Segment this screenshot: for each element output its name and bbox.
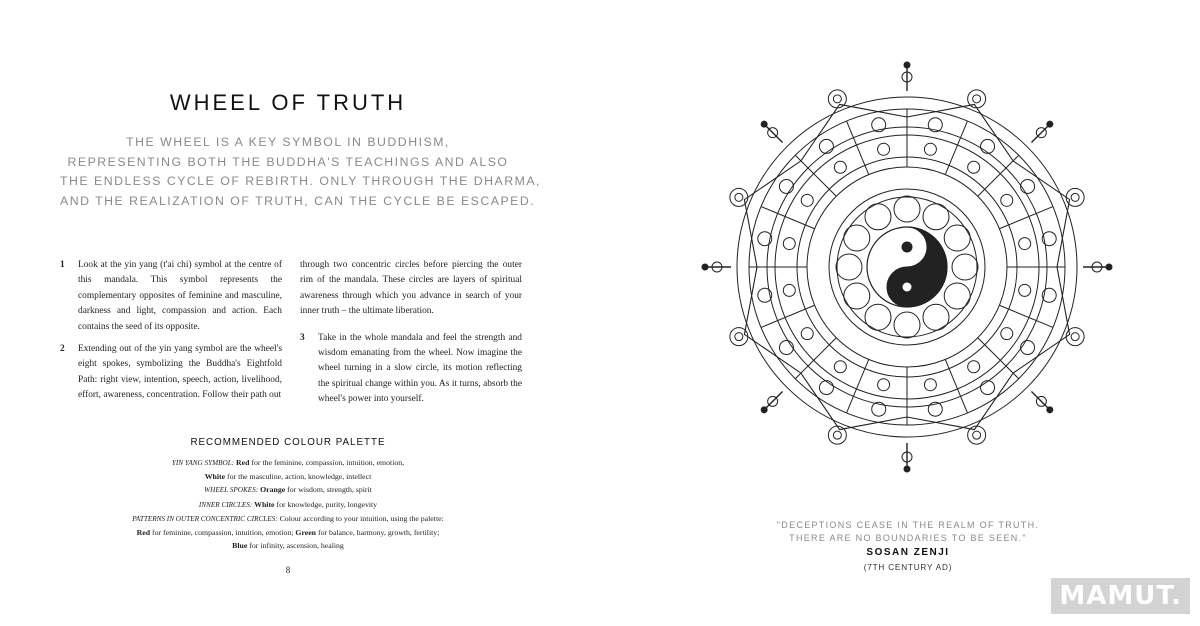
- page-number: 8: [285, 565, 291, 575]
- mandala-inner-circle: [865, 304, 891, 330]
- palette-line: [60, 526, 516, 539]
- palette-text: Colour according to your intuition, using the palette:: [279, 513, 444, 523]
- mandala-flower-center: [973, 95, 981, 103]
- palette-colour: Green: [295, 528, 317, 538]
- palette-label: INNER CIRCLES:: [198, 500, 253, 509]
- mandala-finial-tip: [702, 264, 708, 270]
- mandala-illustration: [695, 55, 1119, 479]
- step-text: Take in the whole mandala and feel the strength and wisdom emanating from the wheel. Now imagine the wheel turning in a slow circle, its motion reflecting the spiritual change within you. As it turns, absorb the wheel's power into yourself.: [318, 332, 522, 405]
- mandala-finial-tip: [1106, 264, 1112, 270]
- mandala-ornament: [924, 143, 936, 155]
- mandala-inner-circle: [923, 204, 949, 230]
- mandala-flower-center: [735, 333, 743, 341]
- mandala-ornament: [783, 284, 795, 296]
- mandala-inner-circle: [844, 225, 870, 251]
- mandala-ornament: [779, 341, 793, 355]
- palette-label: PATTERNS IN OUTER CONCENTRIC CIRCLES:: [132, 514, 278, 523]
- mandala-ornament: [968, 161, 980, 173]
- yin-yang-dot: [902, 242, 912, 252]
- instructions-column-2: [300, 258, 522, 415]
- palette-text: for feminine, compassion, intuition, emotion;: [152, 528, 294, 538]
- mandala-flower-center: [1071, 333, 1079, 341]
- step-number: 2: [60, 344, 65, 355]
- mandala-inner-circle: [894, 312, 920, 338]
- mandala-finial-tip: [904, 62, 910, 68]
- watermark-logo: MAMUT.: [1051, 578, 1190, 614]
- mandala-finial-tip: [761, 407, 767, 413]
- mandala-ornament: [783, 238, 795, 250]
- mandala-ornament: [1021, 179, 1035, 193]
- mandala-flower-center: [833, 431, 841, 439]
- palette-text: for the masculine, action, knowledge, intellect: [227, 472, 372, 482]
- mandala-finial-tip: [1047, 121, 1053, 127]
- palette-label: WHEEL SPOKES:: [204, 486, 259, 495]
- mandala-inner-circle: [836, 254, 862, 280]
- mandala-ornament: [1019, 238, 1031, 250]
- palette-text: for balance, harmony, growth, fertility;: [317, 528, 440, 538]
- intro-line: AND THE REALIZATION OF TRUTH, CAN THE CYCLE BE ESCAPED.: [60, 193, 536, 208]
- palette-line: [60, 512, 516, 526]
- mandala-inner-circle: [865, 204, 891, 230]
- mandala-inner-circle: [894, 196, 920, 222]
- mandala-ornament: [801, 194, 813, 206]
- intro-line: THE ENDLESS CYCLE OF REBIRTH. ONLY THROUGH THE DHARMA,: [60, 174, 541, 188]
- quote: [696, 519, 1120, 545]
- mandala-inner-circle: [944, 225, 970, 251]
- mandala-ornament: [878, 143, 890, 155]
- mandala-ornament: [1001, 194, 1013, 206]
- yin-yang-dark-half: [887, 227, 947, 307]
- mandala-flower: [1066, 188, 1084, 206]
- palette-colour: Red: [136, 528, 151, 538]
- mandala-finial-tip: [904, 466, 910, 472]
- page-title: WHEEL OF TRUTH: [169, 90, 407, 115]
- mandala-flower: [1066, 328, 1084, 346]
- mandala-flower: [730, 328, 748, 346]
- mandala-ornament: [981, 139, 995, 153]
- step-3: [300, 331, 522, 408]
- mandala-drawing: [695, 55, 1119, 479]
- palette-label: YIN YANG SYMBOL:: [171, 459, 235, 467]
- step-number: 3: [300, 332, 305, 343]
- palette-colour: Blue: [232, 541, 248, 551]
- colour-palette: [60, 437, 516, 552]
- mandala-flower-center: [973, 431, 981, 439]
- palette-line: [60, 470, 516, 483]
- mandala-inner-circle: [944, 283, 970, 309]
- mandala-flower: [968, 90, 986, 108]
- step-text: through two concentric circles before piercing the outer rim of the mandala. These circles are layers of spiritual awareness through which you advance in search of your inner truth – the ultimate liberation.: [300, 260, 522, 317]
- mandala-ornament: [834, 361, 846, 373]
- mandala-ornament: [779, 179, 793, 193]
- mandala-flower-center: [735, 193, 743, 201]
- palette-heading: RECOMMENDED COLOUR PALETTE: [190, 437, 386, 448]
- palette-colour: Orange: [260, 485, 286, 495]
- mandala-finial-tip: [1047, 407, 1053, 413]
- mandala-flower: [968, 426, 986, 444]
- step-2-continued: [300, 258, 522, 320]
- palette-text: for infinity, ascension, healing: [249, 541, 344, 551]
- palette-line: [60, 456, 516, 470]
- step-number: 1: [60, 260, 65, 270]
- mandala-inner-circle: [952, 254, 978, 280]
- step-1: [60, 258, 282, 335]
- intro-line: REPRESENTING BOTH THE BUDDHA'S TEACHINGS AND ALSO: [67, 154, 509, 169]
- palette-colour: Red: [236, 458, 250, 467]
- mandala-ornament: [834, 161, 846, 173]
- step-2: [60, 342, 282, 404]
- palette-text: for wisdom, strength, spirit: [287, 485, 372, 495]
- palette-line: [60, 539, 516, 552]
- intro-text: [60, 133, 541, 211]
- quote-author: SOSAN ZENJI: [866, 547, 950, 558]
- mandala-ornament: [924, 379, 936, 391]
- mandala-ornament: [1019, 284, 1031, 296]
- mandala-ornament: [981, 381, 995, 395]
- yin-yang-dot: [902, 282, 912, 292]
- mandala-flower: [828, 426, 846, 444]
- palette-colour: White: [204, 472, 226, 482]
- mandala-inner-circle: [923, 304, 949, 330]
- palette-text: for knowledge, purity, longevity: [276, 499, 378, 509]
- quote-author-date: (7TH CENTURY AD): [863, 563, 953, 572]
- mandala-flower-center: [833, 95, 841, 103]
- quote-line: THERE ARE NO BOUNDARIES TO BE SEEN.": [789, 533, 1027, 543]
- palette-line: [60, 498, 516, 512]
- palette-text: for the feminine, compassion, intuition, emotion,: [251, 458, 405, 467]
- intro-line: THE WHEEL IS A KEY SYMBOL IN BUDDHISM,: [126, 135, 450, 149]
- step-text: Extending out of the yin yang symbol are the wheel's eight spokes, symbolizing the Buddha's Eightfold Path: right view, intention, speech, action, livelihood, effort, awareness, concentration. Follow their path out: [78, 344, 282, 401]
- mandala-finial-tip: [761, 121, 767, 127]
- palette-colour: White: [254, 499, 275, 509]
- mandala-flower-center: [1071, 193, 1079, 201]
- mandala-ornament: [819, 139, 833, 153]
- instructions-column-1: [60, 258, 282, 411]
- mandala-inner-circle: [844, 283, 870, 309]
- step-text: Look at the yin yang (t'ai chi) symbol at the centre of this mandala. This symbol represents the complementary opposites of feminine and masculine, darkness and light, compassion and action. Each contains the seed of its opposite.: [78, 260, 282, 332]
- mandala-ornament: [968, 361, 980, 373]
- mandala-flower: [730, 188, 748, 206]
- right-page: [600, 0, 1200, 626]
- mandala-ornament: [1021, 341, 1035, 355]
- quote-line: "DECEPTIONS CEASE IN THE REALM OF TRUTH.: [776, 520, 1040, 530]
- mandala-ornament: [1001, 328, 1013, 340]
- mandala-ornament: [801, 328, 813, 340]
- palette-line: [60, 483, 516, 497]
- mandala-ornament: [878, 379, 890, 391]
- mandala-flower: [828, 90, 846, 108]
- mandala-ornament: [819, 381, 833, 395]
